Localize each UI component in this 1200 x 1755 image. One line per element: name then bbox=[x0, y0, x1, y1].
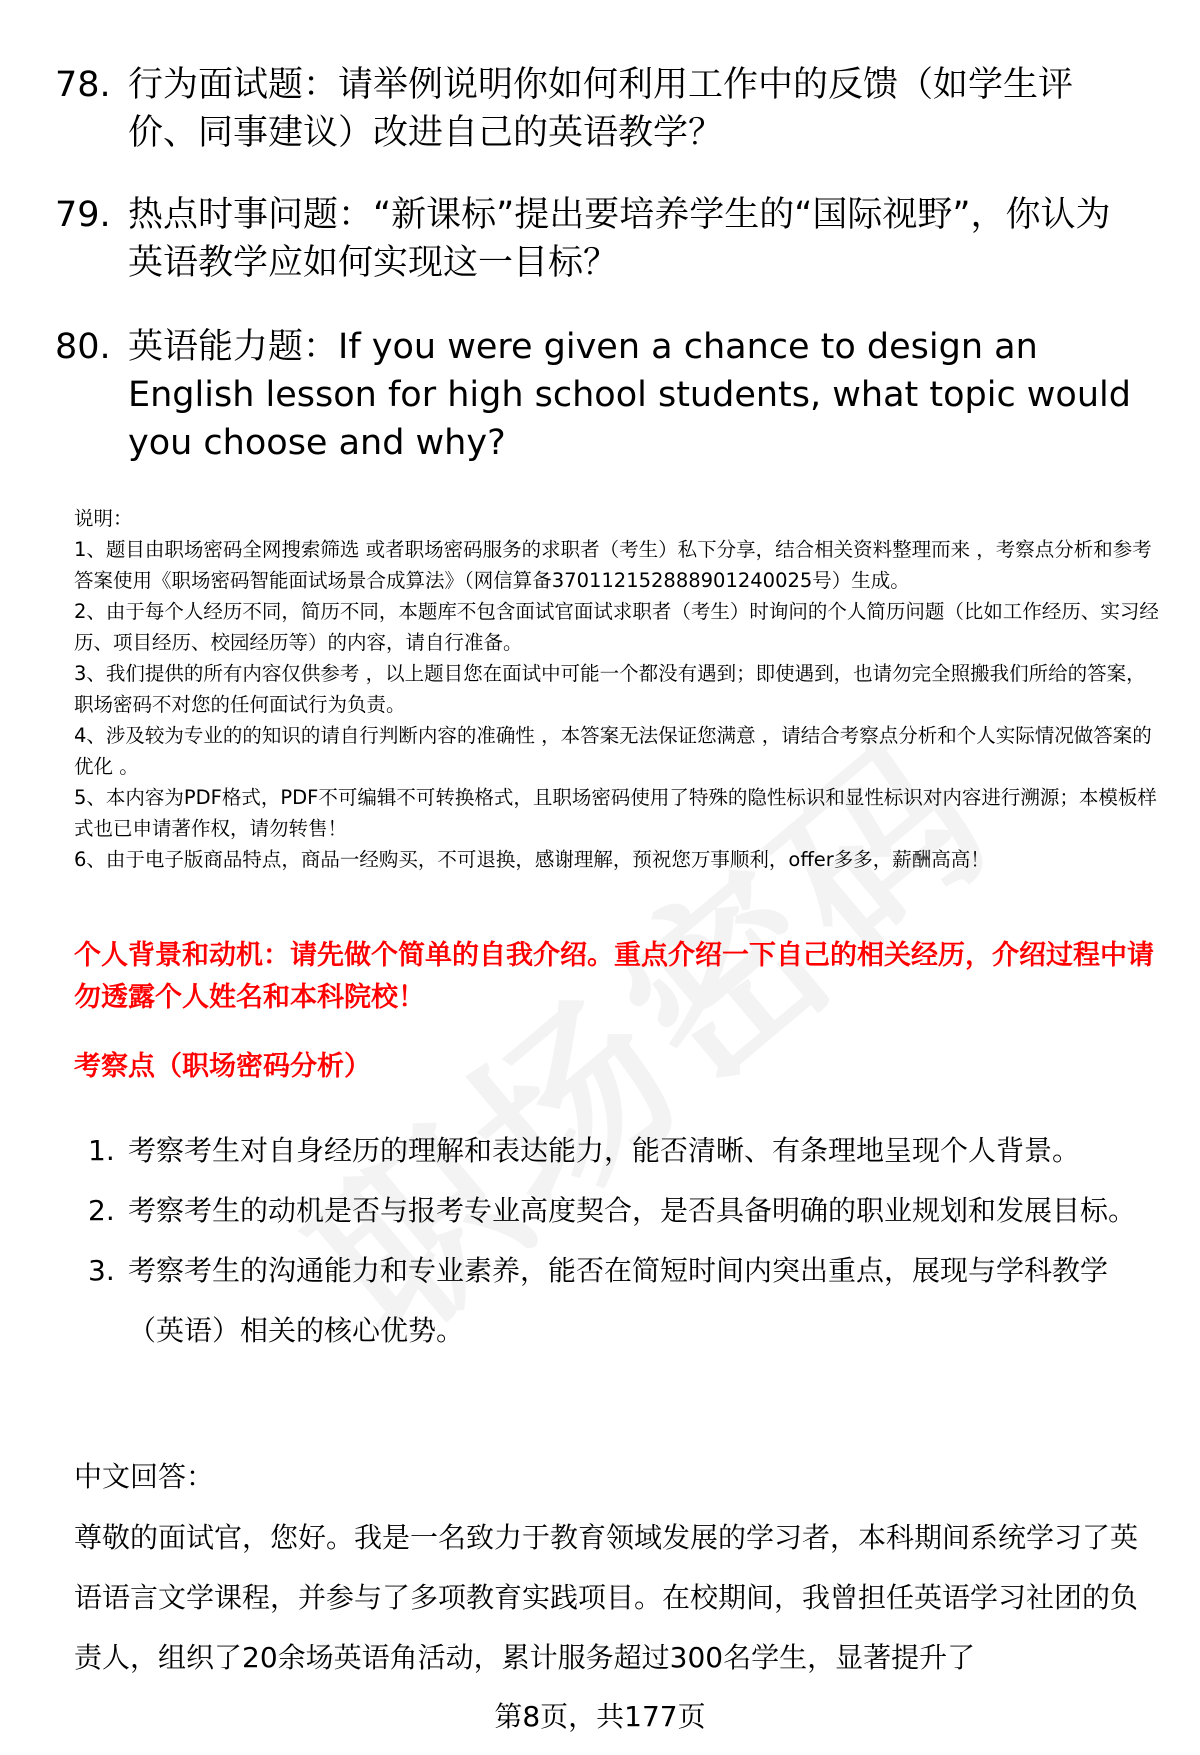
question-79 bbox=[55, 191, 1135, 287]
point-number: 3. bbox=[88, 1254, 115, 1287]
analysis-points bbox=[74, 1121, 1154, 1361]
point-number: 1. bbox=[88, 1134, 115, 1167]
point-number: 2. bbox=[88, 1194, 115, 1227]
notes-heading: 说明： bbox=[74, 507, 133, 530]
note-item: 1、题目由职场密码全网搜索筛选 或者职场密码服务的求职者（考生）私下分享，结合相关资料整理而来 ，考察点分析和参考答案使用《职场密码智能面试场景合成算法》（网信算备370112152888901240025号）生成。 bbox=[74, 538, 1152, 592]
notes-section bbox=[74, 503, 1164, 875]
note-item: 4、涉及较为专业的的知识的请自行判断内容的准确性 ，本答案无法保证您满意 ，请结合考察点分析和个人实际情况做答案的优化 。 bbox=[74, 724, 1152, 778]
point-text: 考察考生对自身经历的理解和表达能力，能否清晰、有条理地呈现个人背景。 bbox=[128, 1134, 1081, 1167]
section-title: 个人背景和动机：请先做个简单的自我介绍。重点介绍一下自己的相关经历，介绍过程中请勿透露个人姓名和本科院校！ bbox=[74, 940, 1154, 1013]
question-text: 行为面试题：请举例说明你如何利用工作中的反馈（如学生评价、同事建议）改进自己的英语教学？ bbox=[128, 65, 1074, 153]
answer-label: 中文回答： bbox=[74, 1460, 215, 1493]
note-item: 2、由于每个人经历不同，简历不同，本题库不包含面试官面试求职者（考生）时询问的个人简历问题（比如工作经历、实习经历、项目经历、校园经历等）的内容，请自行准备。 bbox=[74, 600, 1159, 654]
point-text: 考察考生的动机是否与报考专业高度契合，是否具备明确的职业规划和发展目标。 bbox=[128, 1194, 1137, 1227]
question-text: 热点时事问题：“新课标”提出要培养学生的“国际视野”，你认为英语教学应如何实现这一目标？ bbox=[128, 195, 1111, 283]
question-78 bbox=[55, 61, 1135, 157]
list-item bbox=[74, 1181, 1154, 1241]
question-80 bbox=[55, 323, 1135, 467]
page-footer: 第8页，共177页 bbox=[494, 1700, 706, 1733]
question-text: 英语能力题：If you were given a chance to design an English lesson for high school students, what topic would you choose and why? bbox=[128, 327, 1131, 463]
question-number: 80. bbox=[55, 327, 111, 367]
analysis-title: 考察点（职场密码分析） bbox=[74, 1051, 371, 1082]
note-item: 6、由于电子版商品特点，商品一经购买，不可退换，感谢理解，预祝您万事顺利，offer多多，薪酬高高！ bbox=[74, 848, 990, 871]
list-item bbox=[74, 1241, 1154, 1361]
question-number: 78. bbox=[55, 65, 111, 105]
question-number: 79. bbox=[55, 195, 111, 235]
point-text: 考察考生的沟通能力和专业素养，能否在简短时间内突出重点，展现与学科教学（英语）相关的核心优势。 bbox=[128, 1254, 1109, 1347]
note-item: 3、我们提供的所有内容仅供参考 ，以上题目您在面试中可能一个都没有遇到；即使遇到，也请勿完全照搬我们所给的答案，职场密码不对您的任何面试行为负责。 bbox=[74, 662, 1146, 716]
answer-text: 尊敬的面试官，您好。我是一名致力于教育领域发展的学习者，本科期间系统学习了英语语言文学课程，并参与了多项教育实践项目。在校期间，我曾担任英语学习社团的负责人，组织了20余场英语角活动，累计服务超过300名学生，显著提升了 bbox=[74, 1521, 1139, 1674]
list-item bbox=[74, 1121, 1154, 1181]
note-item: 5、本内容为PDF格式，PDF不可编辑不可转换格式，且职场密码使用了特殊的隐性标识和显性标识对内容进行溯源；本模板样式也已申请著作权，请勿转售！ bbox=[74, 786, 1157, 840]
